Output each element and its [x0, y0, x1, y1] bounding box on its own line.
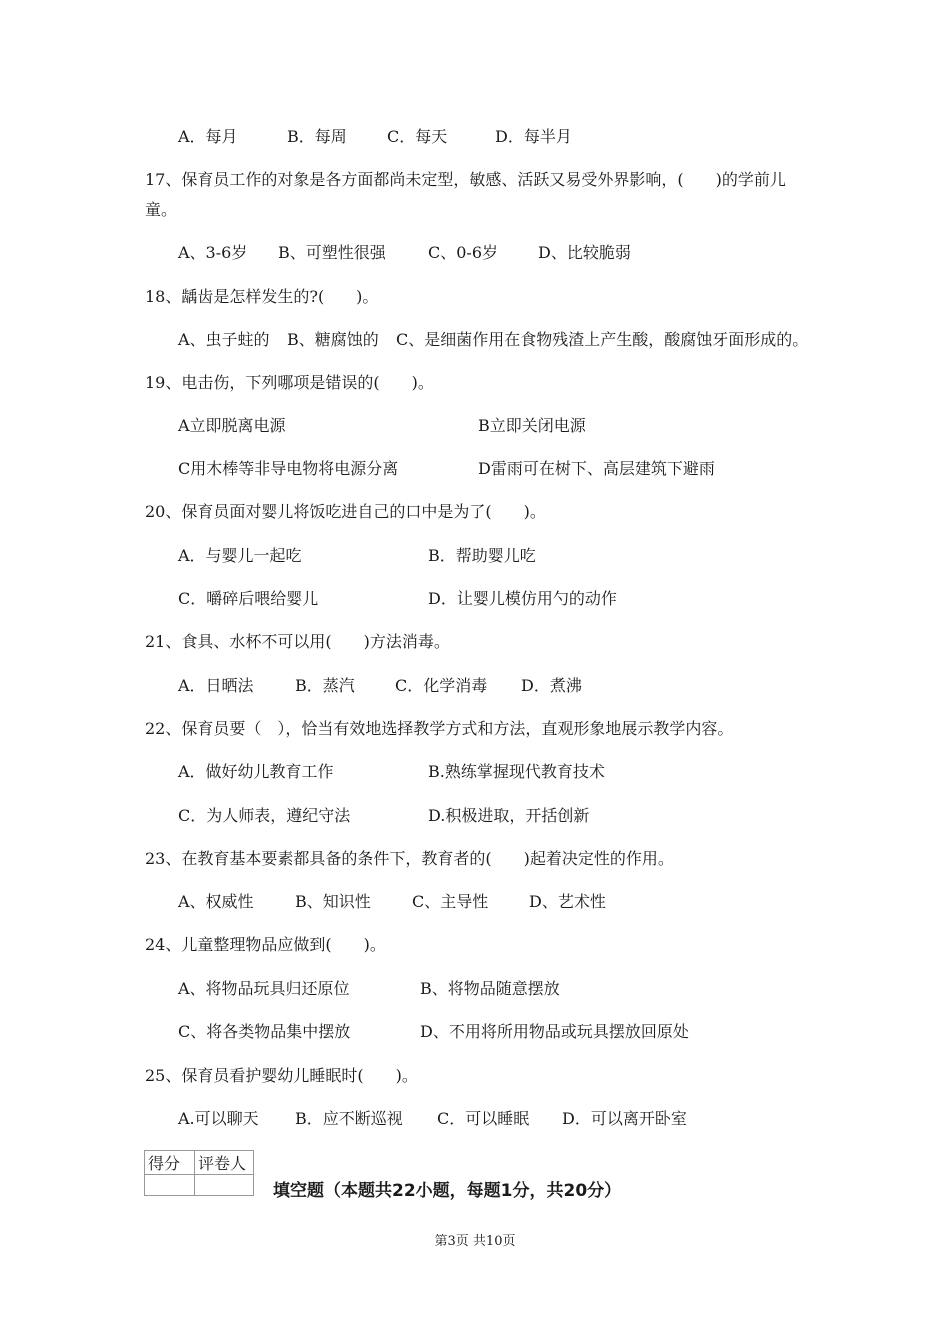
q20-stem: 20、保育员面对婴儿将饭吃进自己的口中是为了( )。 [145, 502, 546, 521]
q19-option-a: A立即脱离电源 [178, 416, 286, 435]
q23-option-b: B、知识性 [295, 892, 371, 911]
page-footer: 第3页 共10页 [434, 1234, 516, 1249]
q25-option-c: C．可以睡眠 [437, 1109, 530, 1128]
q23-option-d: D、艺术性 [529, 892, 606, 911]
grader-header: 评卷人 [195, 1151, 254, 1175]
q18-stem: 18、龋齿是怎样发生的?( )。 [145, 287, 379, 306]
score-table-header-row [145, 1151, 254, 1175]
q21-option-d: D．煮沸 [521, 676, 582, 695]
q23-option-a: A、权威性 [178, 892, 254, 911]
q24-option-c: C、将各类物品集中摆放 [178, 1022, 351, 1041]
q23-stem: 23、在教育基本要素都具备的条件下，教育者的( )起着决定性的作用。 [145, 849, 674, 868]
q16-option-c: C．每天 [387, 127, 448, 146]
q19-option-d: D雷雨可在树下、高层建筑下避雨 [478, 459, 715, 478]
q25-stem: 25、保育员看护婴幼儿睡眠时( )。 [145, 1066, 418, 1085]
q18-option-a: A、虫子蛀的 [178, 330, 270, 349]
q17-option-d: D、比较脆弱 [538, 243, 631, 262]
q20-option-b: B．帮助婴儿吃 [428, 546, 536, 565]
q18-option-b: B、糖腐蚀的 [287, 330, 379, 349]
q24-option-d: D、不用将所用物品或玩具摆放回原处 [420, 1022, 689, 1041]
q19-option-b: B立即关闭电源 [478, 416, 586, 435]
q17-option-a: A、3-6岁 [178, 243, 248, 262]
q17-option-c: C、0-6岁 [428, 243, 499, 262]
q22-option-b: B.熟练掌握现代教育技术 [428, 762, 605, 781]
q24-stem: 24、儿童整理物品应做到( )。 [145, 935, 386, 954]
q21-option-c: C．化学消毒 [395, 676, 488, 695]
q25-option-a: A.可以聊天 [178, 1109, 259, 1128]
q22-option-a: A．做好幼儿教育工作 [178, 762, 334, 781]
q25-option-b: B．应不断巡视 [295, 1109, 403, 1128]
q24-option-a: A、将物品玩具归还原位 [178, 979, 350, 998]
q16-option-b: B．每周 [287, 127, 347, 146]
q21-stem: 21、食具、水杯不可以用( )方法消毒。 [145, 632, 450, 651]
q22-option-d: D.积极进取，开括创新 [428, 806, 590, 825]
q17-option-b: B、可塑性很强 [278, 243, 386, 262]
grader-cell[interactable] [195, 1175, 254, 1196]
q16-option-a: A．每月 [178, 127, 238, 146]
q23-option-c: C、主导性 [412, 892, 489, 911]
q16-option-d: D．每半月 [495, 127, 572, 146]
q18-option-c: C、是细菌作用在食物残渣上产生酸，酸腐蚀牙面形成的。 [396, 330, 809, 349]
q24-option-b: B、将物品随意摆放 [420, 979, 560, 998]
q22-option-c: C．为人师表，遵纪守法 [178, 806, 351, 825]
q22-stem: 22、保育员要（ ），恰当有效地选择教学方式和方法，直观形象地展示教学内容。 [145, 719, 734, 738]
q19-stem: 19、电击伤，下列哪项是错误的( )。 [145, 373, 434, 392]
q25-option-d: D．可以离开卧室 [562, 1109, 687, 1128]
section-title: 填空题（本题共22小题，每题1分，共20分） [273, 1181, 622, 1201]
score-header: 得分 [145, 1151, 195, 1175]
q19-option-c: C用木棒等非导电物将电源分离 [178, 459, 399, 478]
score-cell[interactable] [145, 1175, 195, 1196]
q17-stem-line2: 童。 [145, 200, 178, 219]
q20-option-a: A．与婴儿一起吃 [178, 546, 302, 565]
q21-option-b: B．蒸汽 [295, 676, 355, 695]
q17-stem-line1: 17、保育员工作的对象是各方面都尚未定型，敏感、活跃又易受外界影响，( )的学前儿 [145, 170, 786, 189]
score-table [144, 1150, 254, 1196]
score-table-blank-row [145, 1175, 254, 1196]
q21-option-a: A．日晒法 [178, 676, 254, 695]
q20-option-c: C．嚼碎后喂给婴儿 [178, 589, 319, 608]
q20-option-d: D．让婴儿模仿用勺的动作 [428, 589, 617, 608]
